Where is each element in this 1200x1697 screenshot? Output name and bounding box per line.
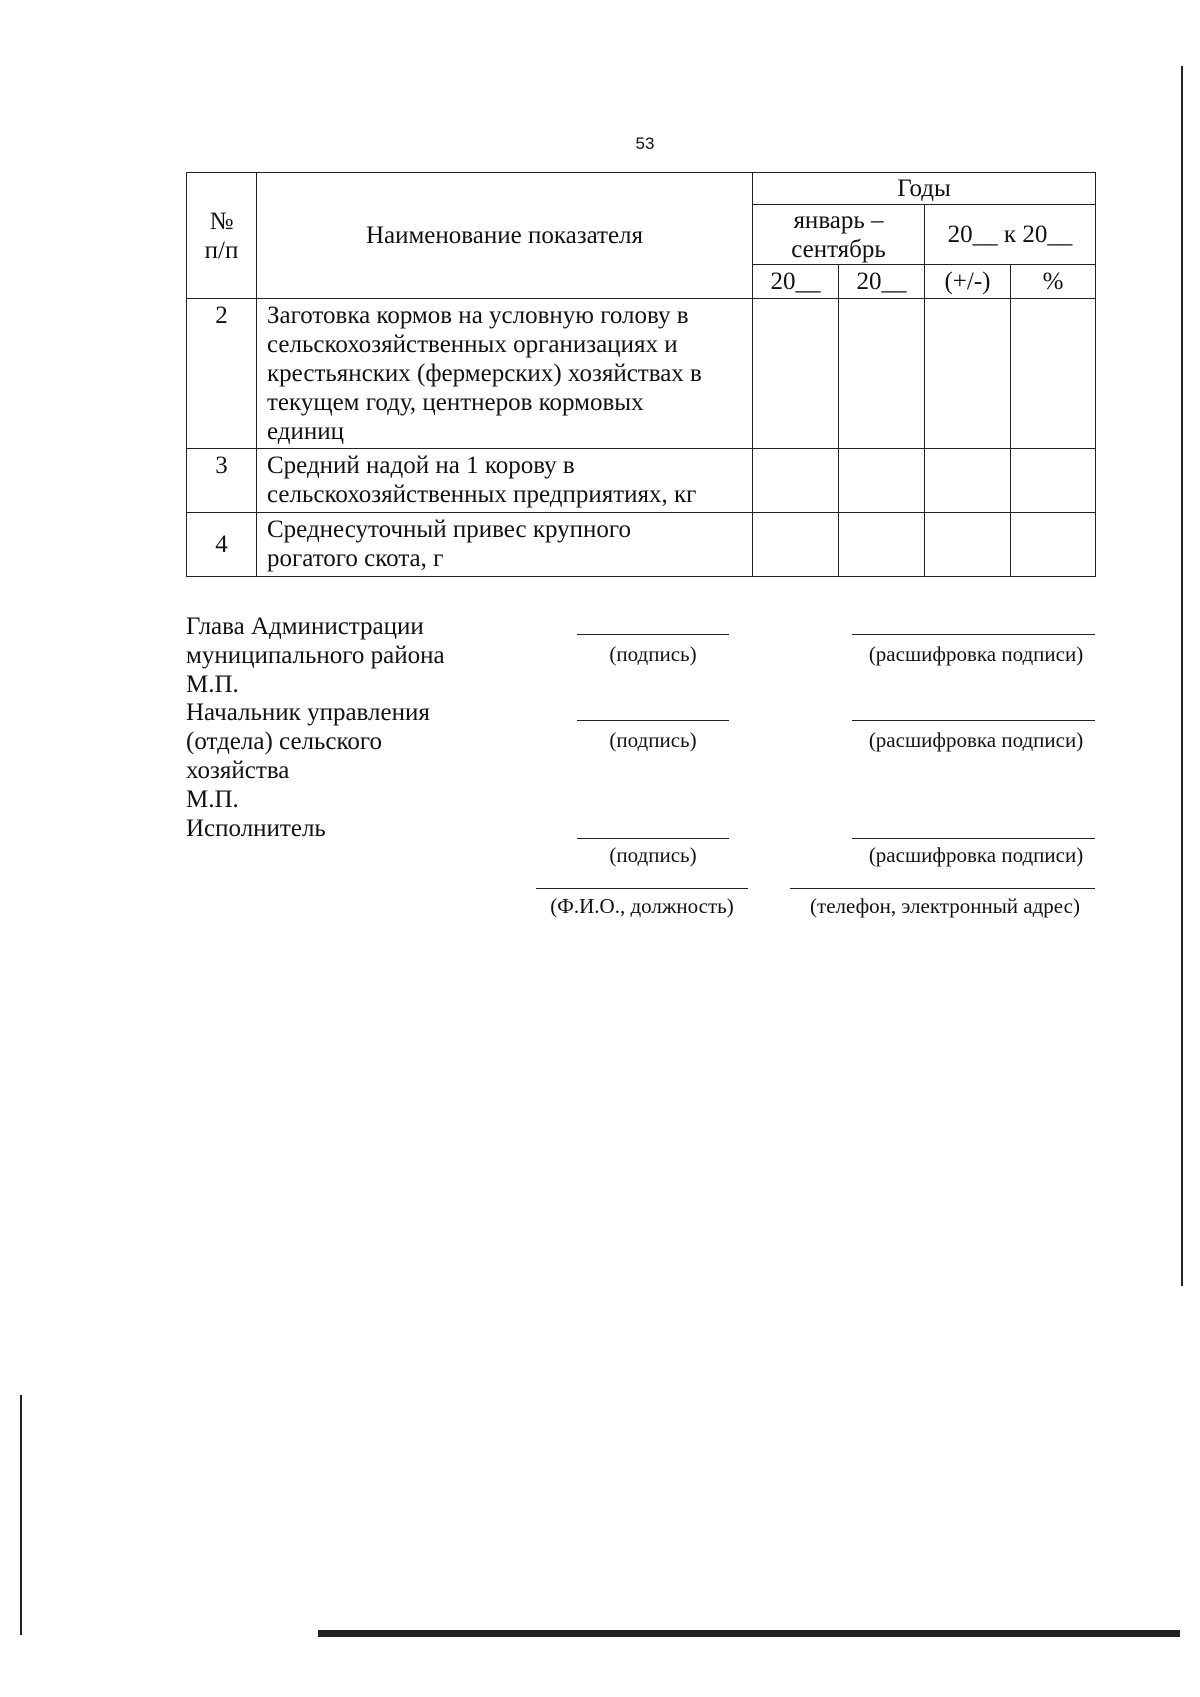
row-num: 3	[187, 449, 257, 513]
header-percent: %	[1011, 265, 1096, 299]
header-years: Годы	[753, 173, 1096, 205]
value-cell[interactable]	[925, 513, 1011, 577]
chief-signature-caption: (подпись)	[609, 728, 697, 752]
chief-decode-caption: (расшифровка подписи)	[868, 728, 1084, 752]
fio-caption: (Ф.И.О., должность)	[550, 894, 734, 918]
chief-stamp: М.П.	[186, 786, 239, 813]
head-decode-caption: (расшифровка подписи)	[868, 642, 1084, 666]
header-compare: 20__ к 20__	[925, 205, 1096, 265]
chief-decode-line[interactable]	[852, 720, 1095, 721]
executor-decode-line[interactable]	[852, 838, 1095, 839]
indicators-table	[186, 172, 1096, 577]
executor-title: Исполнитель	[186, 815, 326, 842]
row-name: Заготовка кормов на условную голову в сельскохозяйственных организациях и крестьянских (фермерских) хозяйствах в текущем году, центнеров кормовых единиц	[257, 299, 753, 449]
table-row	[187, 513, 1096, 577]
page-number: 53	[635, 134, 655, 153]
value-cell[interactable]	[1011, 299, 1096, 449]
executor-signature-line[interactable]	[577, 838, 729, 839]
head-signature-caption: (подпись)	[609, 642, 697, 666]
head-decode-line[interactable]	[852, 634, 1095, 635]
table-row	[187, 299, 1096, 449]
contact-caption: (телефон, электронный адрес)	[810, 894, 1080, 918]
row-num: 2	[187, 299, 257, 449]
value-cell[interactable]	[839, 299, 925, 449]
value-cell[interactable]	[925, 449, 1011, 513]
table-row	[187, 449, 1096, 513]
scan-edge-left	[20, 1395, 22, 1635]
header-year-2: 20__	[839, 265, 925, 299]
header-year-1: 20__	[753, 265, 839, 299]
head-stamp: М.П.	[186, 671, 239, 698]
executor-contact-line[interactable]	[790, 888, 1095, 889]
header-period: январь – сентябрь	[753, 205, 925, 265]
head-title: Глава Администрации муниципального района	[186, 613, 445, 669]
value-cell[interactable]	[1011, 449, 1096, 513]
header-num: № п/п	[187, 173, 257, 299]
header-name: Наименование показателя	[257, 173, 753, 299]
chief-signature-line[interactable]	[577, 720, 729, 721]
executor-decode-caption: (расшифровка подписи)	[868, 843, 1084, 867]
header-diff: (+/-)	[925, 265, 1011, 299]
head-signature-line[interactable]	[577, 634, 729, 635]
row-num: 4	[187, 513, 257, 577]
executor-fio-line[interactable]	[536, 888, 748, 889]
executor-signature-caption: (подпись)	[609, 843, 697, 867]
value-cell[interactable]	[839, 449, 925, 513]
scan-edge-bottom	[318, 1630, 1180, 1637]
value-cell[interactable]	[1011, 513, 1096, 577]
value-cell[interactable]	[753, 299, 839, 449]
row-name: Среднесуточный привес крупного рогатого скота, г	[257, 513, 753, 577]
value-cell[interactable]	[753, 513, 839, 577]
chief-title: Начальник управления (отдела) сельского хозяйства	[186, 699, 430, 784]
value-cell[interactable]	[925, 299, 1011, 449]
value-cell[interactable]	[753, 449, 839, 513]
value-cell[interactable]	[839, 513, 925, 577]
scan-edge-right	[1181, 66, 1183, 1286]
row-name: Средний надой на 1 корову в сельскохозяйственных предприятиях, кг	[257, 449, 753, 513]
